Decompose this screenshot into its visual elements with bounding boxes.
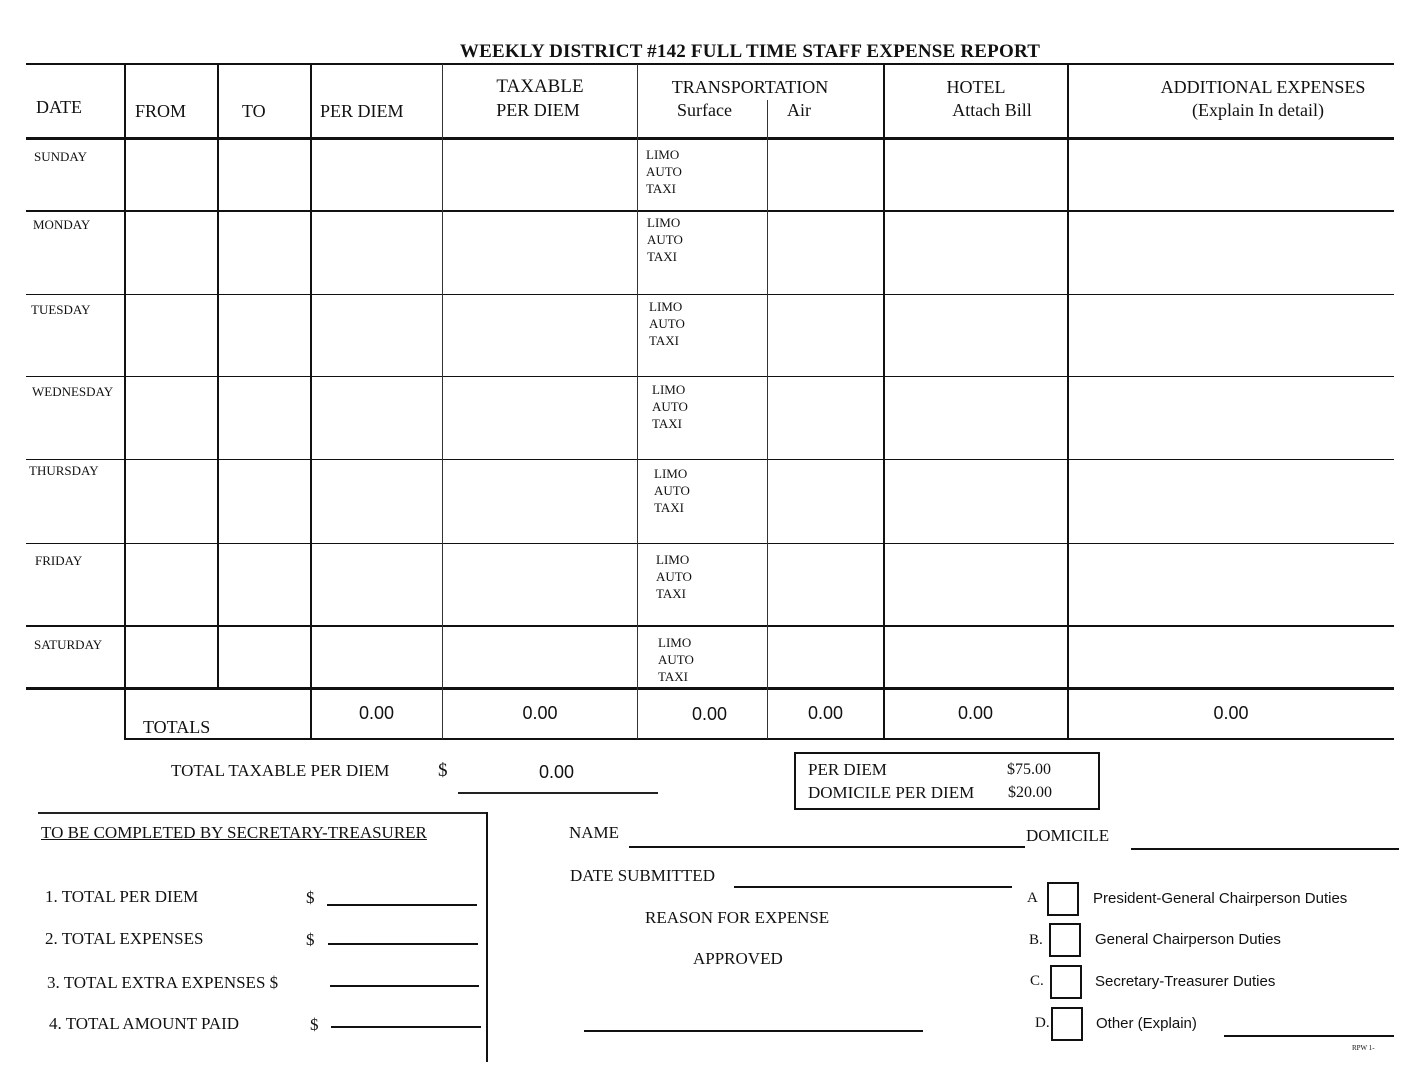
name-label: NAME	[569, 823, 620, 842]
transport-modes-saturday	[658, 634, 694, 685]
col-divider-air	[883, 64, 885, 739]
secretary-item-currency: $	[310, 1015, 319, 1034]
mode-limo: LIMO	[649, 299, 683, 314]
mode-limo: LIMO	[658, 635, 692, 650]
mode-limo: LIMO	[652, 382, 686, 397]
totals-bottom-border	[124, 738, 1394, 740]
transport-modes-friday	[656, 551, 692, 602]
domicile-field[interactable]	[1131, 832, 1399, 850]
duty-letter: A	[1027, 890, 1038, 906]
total-per-diem-field[interactable]	[327, 888, 477, 906]
row-divider	[26, 210, 1394, 212]
secretary-item-label: 2. TOTAL EXPENSES	[45, 929, 204, 948]
mode-auto: AUTO	[652, 399, 688, 414]
col-divider-date	[124, 64, 126, 739]
mode-taxi: TAXI	[652, 416, 683, 431]
duty-label: Secretary-Treasurer Duties	[1095, 973, 1276, 990]
duty-checkbox-c[interactable]	[1050, 965, 1082, 999]
transport-modes-wednesday	[652, 381, 688, 432]
other-explain-field[interactable]	[1224, 1019, 1394, 1037]
duty-label: Other (Explain)	[1096, 1015, 1197, 1032]
secretary-section-top	[38, 812, 486, 814]
header-to: TO	[242, 101, 266, 121]
mode-taxi: TAXI	[647, 249, 678, 264]
mode-limo: LIMO	[646, 147, 680, 162]
header-per-diem: PER DIEM	[320, 101, 404, 121]
transport-modes-monday	[647, 214, 683, 265]
header-air: Air	[787, 100, 811, 120]
day-label: THURSDAY	[29, 463, 99, 478]
total-additional: 0.00	[1213, 703, 1249, 723]
duty-letter: B.	[1029, 932, 1043, 948]
col-divider-surface	[767, 100, 768, 739]
header-bottom-border	[26, 137, 1394, 140]
table-top-border	[26, 63, 1394, 65]
day-label: FRIDAY	[35, 553, 83, 568]
header-hotel: HOTEL	[946, 77, 1006, 97]
total-taxable-label: TOTAL TAXABLE PER DIEM	[171, 761, 390, 780]
duty-checkbox-d[interactable]	[1051, 1007, 1083, 1041]
transport-modes-sunday	[646, 146, 682, 197]
rate-per-diem-label: PER DIEM	[808, 760, 887, 779]
header-attach-bill: Attach Bill	[952, 100, 1032, 120]
col-divider-taxable	[637, 64, 638, 739]
secretary-item-currency: $	[306, 888, 315, 907]
rate-domicile-value: $20.00	[1008, 784, 1052, 801]
header-date: DATE	[36, 97, 82, 117]
mode-taxi: TAXI	[658, 669, 689, 684]
secretary-heading: TO BE COMPLETED BY SECRETARY-TREASURER	[41, 823, 427, 842]
header-transportation: TRANSPORTATION	[671, 77, 829, 97]
total-hotel: 0.00	[957, 703, 994, 723]
secretary-item-label: 3. TOTAL EXTRA EXPENSES $	[47, 973, 279, 992]
duty-label: President-General Chairperson Duties	[1093, 890, 1348, 907]
row-divider	[26, 543, 1394, 544]
duty-letter: C.	[1030, 973, 1044, 989]
approved-signature-field[interactable]	[584, 1014, 923, 1032]
mode-taxi: TAXI	[654, 500, 685, 515]
col-divider-perdiem	[442, 64, 443, 739]
total-amount-paid-field[interactable]	[331, 1010, 481, 1028]
rate-domicile-label: DOMICILE PER DIEM	[808, 783, 975, 802]
report-title: WEEKLY DISTRICT #142 FULL TIME STAFF EXPENSE REPORT	[459, 41, 1041, 62]
total-expenses-field[interactable]	[328, 927, 478, 945]
header-from: FROM	[135, 101, 187, 121]
header-additional-expenses: ADDITIONAL EXPENSES	[1160, 77, 1366, 97]
approved-label: APPROVED	[693, 949, 783, 968]
mode-auto: AUTO	[646, 164, 682, 179]
totals-label: TOTALS	[143, 717, 211, 737]
name-field[interactable]	[629, 830, 1025, 848]
rate-per-diem-value: $75.00	[1007, 761, 1051, 778]
header-taxable-per-diem: PER DIEM	[496, 100, 580, 120]
total-taxable-value: 0.00	[539, 762, 575, 782]
domicile-label: DOMICILE	[1026, 826, 1110, 845]
mode-taxi: TAXI	[656, 586, 687, 601]
form-code: RPW 1-	[1352, 1044, 1375, 1052]
transport-modes-tuesday	[649, 298, 685, 349]
transport-modes-thursday	[654, 465, 690, 516]
date-submitted-field[interactable]	[734, 870, 1012, 888]
header-explain-detail: (Explain In detail)	[1192, 100, 1324, 120]
row-divider	[26, 376, 1394, 377]
day-label: SUNDAY	[34, 149, 87, 164]
duty-checkbox-a[interactable]	[1047, 882, 1079, 916]
total-air: 0.00	[807, 703, 844, 723]
header-taxable: TAXABLE	[496, 76, 584, 97]
day-label: MONDAY	[33, 217, 91, 232]
mode-taxi: TAXI	[646, 181, 677, 196]
date-submitted-label: DATE SUBMITTED	[570, 866, 715, 885]
day-label: SATURDAY	[34, 637, 103, 652]
mode-auto: AUTO	[656, 569, 692, 584]
mode-limo: LIMO	[654, 466, 688, 481]
total-extra-expenses-field[interactable]	[330, 969, 479, 987]
secretary-item-label: 4. TOTAL AMOUNT PAID	[49, 1014, 240, 1033]
col-divider-from	[217, 64, 219, 688]
total-surface: 0.00	[691, 704, 728, 724]
mode-limo: LIMO	[656, 552, 690, 567]
total-per-diem: 0.00	[358, 703, 395, 723]
secretary-item-currency: $	[306, 930, 315, 949]
mode-auto: AUTO	[654, 483, 690, 498]
duty-label: General Chairperson Duties	[1095, 931, 1281, 948]
reason-label: REASON FOR EXPENSE	[645, 908, 830, 927]
secretary-item-label: 1. TOTAL PER DIEM	[45, 887, 199, 906]
row-divider	[26, 625, 1394, 627]
duty-letter: D.	[1035, 1015, 1050, 1031]
mode-auto: AUTO	[658, 652, 694, 667]
total-taxable-currency: $	[438, 760, 448, 781]
row-divider	[26, 294, 1394, 295]
header-surface: Surface	[677, 100, 732, 120]
mode-taxi: TAXI	[649, 333, 680, 348]
mode-auto: AUTO	[649, 316, 685, 331]
row-divider	[26, 459, 1394, 460]
col-divider-hotel	[1067, 64, 1069, 739]
secretary-section-right	[486, 812, 488, 1062]
rows-bottom-border	[26, 687, 1394, 690]
day-label: TUESDAY	[31, 302, 91, 317]
duty-checkbox-b[interactable]	[1049, 923, 1081, 957]
day-label: WEDNESDAY	[32, 384, 114, 399]
col-divider-to	[310, 64, 312, 739]
mode-limo: LIMO	[647, 215, 681, 230]
mode-auto: AUTO	[647, 232, 683, 247]
total-taxable: 0.00	[522, 703, 558, 723]
total-taxable-underline	[458, 792, 658, 794]
